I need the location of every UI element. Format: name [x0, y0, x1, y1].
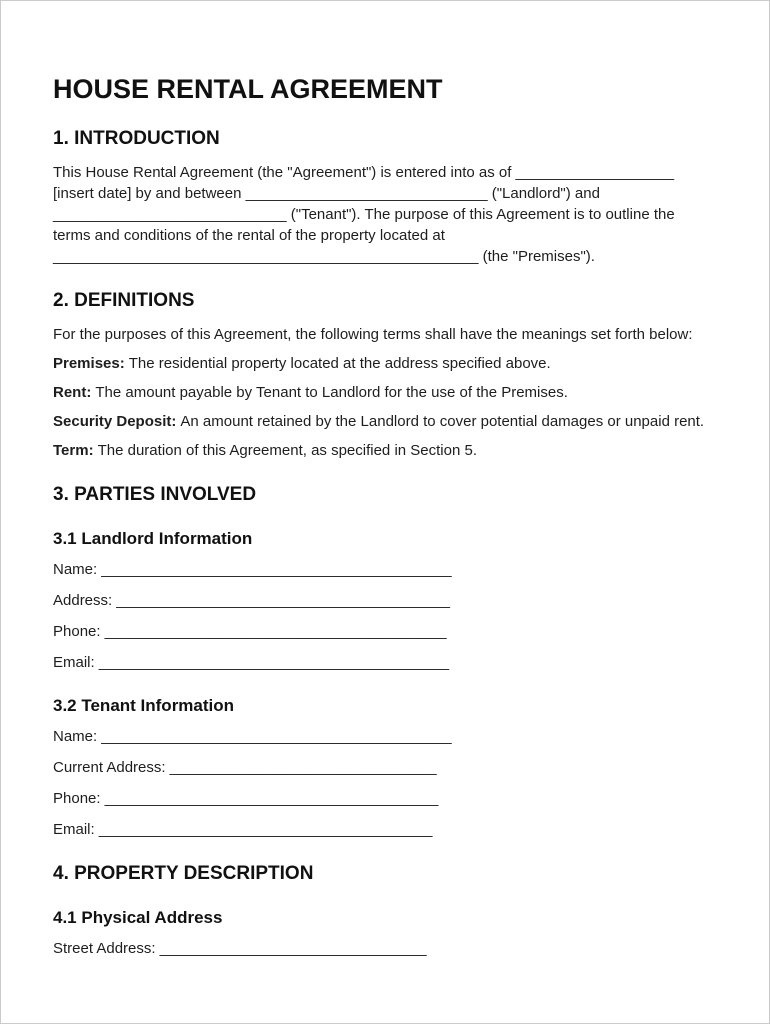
landlord-email-field — [53, 652, 706, 673]
field-label: Name: — [53, 561, 98, 578]
field-label: Phone: — [53, 790, 101, 807]
field-blank-line: ________________________________ — [169, 759, 437, 776]
field-label: Email: — [53, 654, 95, 671]
field-blank-line: __________________________________________ — [101, 561, 452, 578]
definition-text: The duration of this Agreement, as specified in Section 5. — [97, 442, 477, 459]
introduction-heading: 1. INTRODUCTION — [53, 128, 220, 149]
field-label: Current Address: — [53, 759, 166, 776]
field-label: Email: — [53, 821, 95, 838]
definition-term: Premises: — [53, 355, 125, 372]
section-introduction — [53, 127, 706, 267]
field-blank-line: __________________________________________ — [98, 654, 450, 671]
field-blank-line: ________________________________________ — [116, 592, 450, 609]
tenant-phone-field — [53, 788, 706, 809]
field-label: Name: — [53, 728, 98, 745]
definition-text: The amount payable by Tenant to Landlord for the use of the Premises. — [95, 384, 568, 401]
definition-rent — [53, 382, 706, 403]
field-label: Phone: — [53, 623, 101, 640]
field-label: Street Address: — [53, 940, 156, 957]
tenant-email-field — [53, 819, 706, 840]
parties-heading: 3. PARTIES INVOLVED — [53, 484, 257, 505]
landlord-phone-field — [53, 621, 706, 642]
definition-text: The residential property located at the address specified above. — [128, 355, 551, 372]
street-address-field — [53, 938, 706, 959]
definition-security-deposit — [53, 411, 706, 432]
tenant-current-address-field — [53, 757, 706, 778]
tenant-information-heading: 3.2 Tenant Information — [53, 696, 235, 715]
field-blank-line: __________________________________________ — [101, 728, 452, 745]
tenant-name-field — [53, 726, 706, 747]
section-definitions — [53, 289, 706, 461]
definition-term: Term: — [53, 442, 94, 459]
physical-address-heading: 4.1 Physical Address — [53, 908, 223, 927]
definition-term-duration — [53, 440, 706, 461]
landlord-address-field — [53, 590, 706, 611]
definition-premises — [53, 353, 706, 374]
landlord-name-field — [53, 559, 706, 580]
definition-term: Rent: — [53, 384, 92, 401]
field-label: Address: — [53, 592, 113, 609]
field-blank-line: ________________________________________ — [104, 790, 439, 807]
document-title: HOUSE RENTAL AGREEMENT — [53, 74, 443, 104]
field-blank-line: ________________________________ — [159, 940, 427, 957]
property-description-heading: 4. PROPERTY DESCRIPTION — [53, 863, 314, 884]
section-property-description — [53, 862, 706, 959]
definitions-lead: For the purposes of this Agreement, the following terms shall have the meanings set forth below: — [53, 326, 693, 343]
field-blank-line: ________________________________________ — [98, 821, 433, 838]
introduction-paragraph: This House Rental Agreement (the "Agreement") is entered into as of ___________________ [insert date] by and between _____________________________ ("Landlord") and ____________________________ ("Tenant"). The purpose of this Agreement is to outline the terms and conditions of the rental of the property located at ___________________________________________________ (the "Premises"). — [53, 164, 675, 265]
definition-term: Security Deposit: — [53, 413, 177, 430]
landlord-information-heading: 3.1 Landlord Information — [53, 529, 253, 548]
definitions-heading: 2. DEFINITIONS — [53, 290, 195, 311]
field-blank-line: _________________________________________ — [104, 623, 447, 640]
section-parties-involved — [53, 483, 706, 840]
definition-text: An amount retained by the Landlord to cover potential damages or unpaid rent. — [180, 413, 705, 430]
